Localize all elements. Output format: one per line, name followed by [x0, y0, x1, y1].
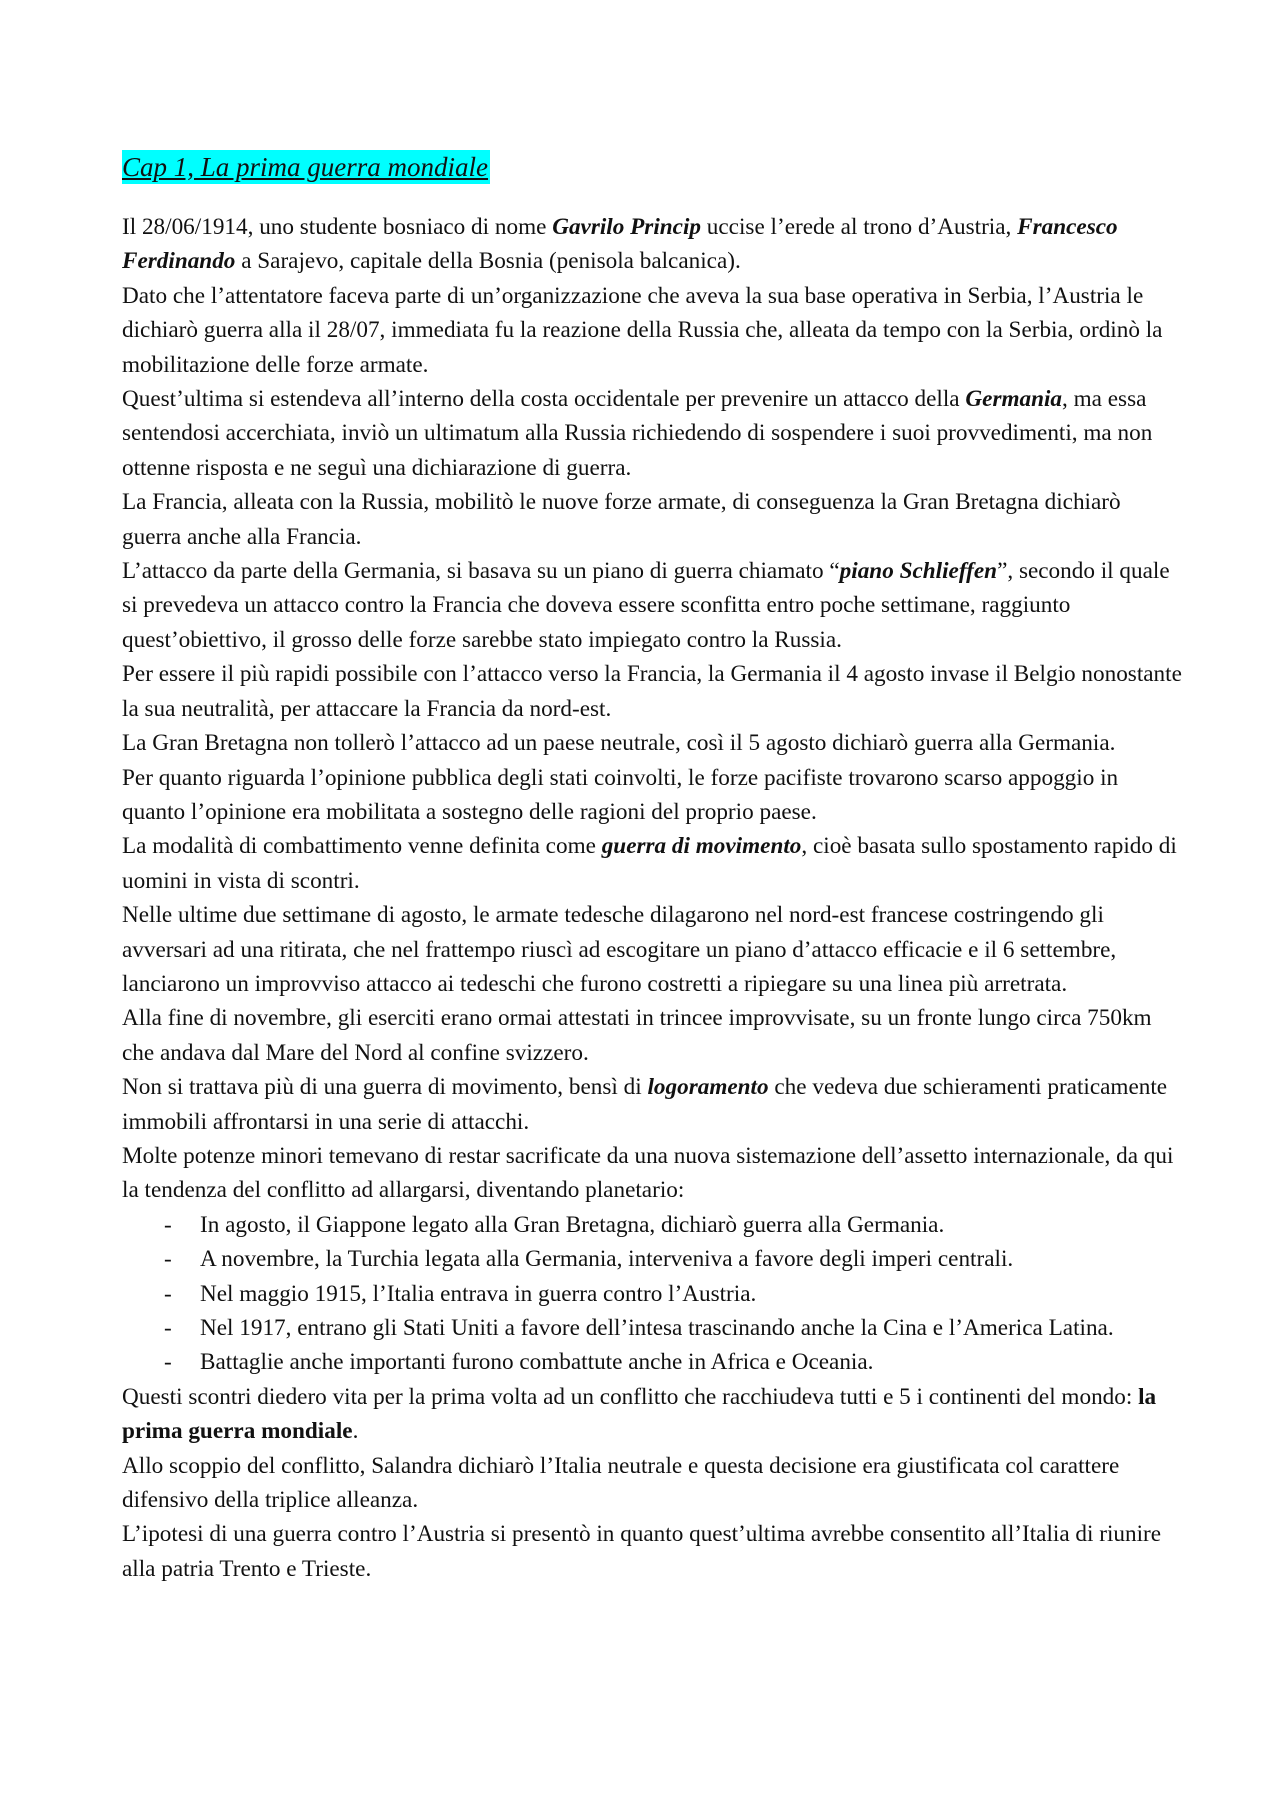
- text-run: , cioè basata sullo spostamento rapido di uomini in vista di scontri.: [122, 833, 1177, 894]
- list-item-text: In agosto, il Giappone legato alla Gran Bretagna, dichiarò guerra alla Germania.: [200, 1211, 945, 1238]
- text-run: L’attacco da parte della Germania, si basava su un piano di guerra chiamato “: [122, 558, 840, 585]
- text-run: La Gran Bretagna non tollerò l’attacco ad un paese neutrale, così il 5 agosto dichiarò guerra alla Germania.: [122, 730, 1116, 757]
- text-run: Nelle ultime due settimane di agosto, le armate tedesche dilagarono nel nord-est francese costringendo gli avversari ad una ritirata, che nel frattempo riuscì ad escogitare un piano d’attacco efficacie e il 6 settembre, lanciarono un improvviso attacco ai tedeschi che furono costretti a ripiegare su una linea più arretrata.: [122, 902, 1117, 997]
- text-run: Molte potenze minori temevano di restar sacrificate da una nuova sistemazione dell’assetto internazionale, da qui la tendenza del conflitto ad allargarsi, diventando planetario:: [122, 1142, 1174, 1204]
- paragraph: [122, 382, 1182, 485]
- emphasis-term: logoramento: [647, 1074, 769, 1101]
- paragraph: [122, 1449, 1182, 1518]
- text-run: Dato che l’attentatore faceva parte di un’organizzazione che aveva la sua base operativa in Serbia, l’Austria le dichiarò guerra alla il 28/07, immediata fu la reazione della Russia che, alleata da tempo con la Serbia, ordinò la mobilitazione delle forze armate.: [122, 282, 1163, 378]
- paragraph: [122, 485, 1182, 554]
- paragraph: [122, 726, 1182, 760]
- document-page: [122, 150, 1182, 1586]
- text-run: che vedeva due schieramenti praticamente immobili affrontarsi in una serie di attacchi.: [122, 1074, 1168, 1135]
- paragraph: [122, 1517, 1182, 1586]
- emphasis-term: piano Schlieffen: [839, 558, 998, 585]
- text-run: Allo scoppio del conflitto, Salandra dichiarò l’Italia neutrale e questa decisione era giustificata col carattere difensivo della triplice alleanza.: [122, 1452, 1120, 1514]
- emphasis-term: Francesco Ferdinando: [122, 214, 1118, 275]
- paragraph: [122, 898, 1182, 1001]
- list-item-text: Battaglie anche importanti furono combattute anche in Africa e Oceania.: [200, 1349, 874, 1376]
- list-item: [122, 1311, 1182, 1345]
- text-run: ”, secondo il quale si prevedeva un attacco contro la Francia che doveva essere sconfitta entro poche settimane, raggiunto quest’obiettivo, il grosso delle forze sarebbe stato impiegato contro la Russia.: [122, 558, 1170, 653]
- list-item: [122, 1242, 1182, 1276]
- text-run: , ma essa sentendosi accerchiata, inviò un ultimatum alla Russia richiedendo di sospendere i suoi provvedimenti, ma non ottenne risposta e ne seguì una dichiarazione di guerra.: [122, 386, 1153, 481]
- text-run: Questi scontri diedero vita per la prima volta ad un conflitto che racchiudeva tutti e 5 i continenti del mondo:: [122, 1383, 1139, 1410]
- list-item-text: Nel 1917, entrano gli Stati Uniti a favore dell’intesa trascinando anche la Cina e l’America Latina.: [200, 1315, 1114, 1341]
- text-run: La Francia, alleata con la Russia, mobilitò le nuove forze armate, di conseguenza la Gran Bretagna dichiarò guerra anche alla Francia.: [122, 489, 1121, 550]
- list-marker: -: [164, 1280, 172, 1307]
- paragraph: [122, 657, 1182, 726]
- list-marker: -: [164, 1315, 172, 1341]
- paragraph: [122, 554, 1182, 657]
- paragraph: [122, 1001, 1182, 1070]
- text-run: Per essere il più rapidi possibile con l’attacco verso la Francia, la Germania il 4 agosto invase il Belgio nonostante la sua neutralità, per attaccare la Francia da nord-est.: [122, 661, 1182, 722]
- paragraph: [122, 1139, 1182, 1208]
- emphasis-term: guerra di movimento: [601, 833, 802, 860]
- closing-text: [122, 1380, 1182, 1586]
- list-item: [122, 1277, 1182, 1311]
- list-marker: -: [164, 1211, 172, 1238]
- chapter-title: Cap 1, La prima guerra mondiale: [122, 152, 489, 182]
- paragraph: [122, 829, 1182, 898]
- text-run: La modalità di combattimento venne definita come: [122, 833, 602, 860]
- list-item-text: A novembre, la Turchia legata alla Germania, interveniva a favore degli imperi centrali.: [200, 1246, 1014, 1273]
- paragraph: [122, 761, 1182, 830]
- text-run: Per quanto riguarda l’opinione pubblica degli stati coinvolti, le forze pacifiste trovarono scarso appoggio in quanto l’opinione era mobilitata a sostegno delle ragioni del proprio paese.: [122, 764, 1119, 825]
- text-run: Alla fine di novembre, gli eserciti erano ormai attestati in trincee improvvisate, su un fronte lungo circa 750km che andava dal Mare del Nord al confine svizzero.: [122, 1005, 1152, 1066]
- bullet-list: [122, 1208, 1182, 1380]
- list-item-text: Nel maggio 1915, l’Italia entrava in guerra contro l’Austria.: [200, 1280, 757, 1307]
- paragraph: [122, 210, 1182, 279]
- list-item: [122, 1208, 1182, 1242]
- text-run: a Sarajevo, capitale della Bosnia (penisola balcanica).: [235, 248, 741, 275]
- text-run: Il 28/06/1914, uno studente bosniaco di nome: [122, 214, 553, 240]
- list-marker: -: [164, 1246, 172, 1273]
- emphasis-term: Germania: [965, 386, 1063, 413]
- paragraph: [122, 279, 1182, 382]
- text-run: Quest’ultima si estendeva all’interno della costa occidentale per prevenire un attacco della: [122, 386, 966, 413]
- emphasis-term: Gavrilo Princip: [552, 214, 701, 240]
- list-item: [122, 1345, 1182, 1379]
- bold-term: la prima guerra mondiale: [122, 1383, 1157, 1445]
- list-marker: -: [164, 1349, 172, 1376]
- text-run: .: [352, 1418, 359, 1445]
- body-text: [122, 210, 1182, 1208]
- paragraph: [122, 1070, 1182, 1139]
- text-run: uccise l’erede al trono d’Austria,: [701, 214, 1018, 240]
- paragraph: [122, 1380, 1182, 1449]
- text-run: L’ipotesi di una guerra contro l’Austria si presentò in quanto quest’ultima avrebbe consentito all’Italia di riunire alla patria Trento e Trieste.: [122, 1521, 1162, 1582]
- text-run: Non si trattava più di una guerra di movimento, bensì di: [122, 1074, 648, 1101]
